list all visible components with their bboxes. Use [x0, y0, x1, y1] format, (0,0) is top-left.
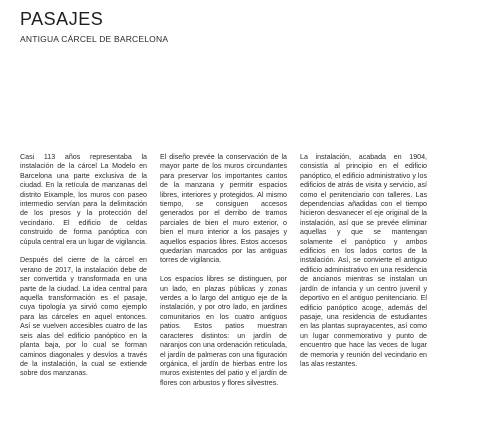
paragraph: La instalación, acabada en 1904, consistía al principio en el edificio panóptico, el edificio administrativo y los edificios de atrás de visita y servicio, así como el penitenciario con talleres. Las dependencias añadidas con el tiempo hicieron desvanecer el eje original de la instalación, así que se prevée eliminar aquellas y que se mantengan solamente el panóptico y ambos edificios en los lados cortos de la instalación. Así, se convierte el antiguo edificio administrativo en una residencia de ancianos mientras se instalan un jardín de infancia y un centro juvenil y deportivo en el antiguo penitenciario. El edificio panóptico acoge, además del pasaje, una residencia de estudiantes en las plantas suprayacentes, así como un lugar conmemorativo y punto de encuentro que hace las veces de lugar de memoria y reunión del vecindario en las alas restantes. — [300, 153, 427, 368]
paragraph: Casi 113 años representaba la instalación de la cárcel La Modelo en Barcelona una parte exclusiva de la ciudad. En la retícula de manzanas del distrito Eixample, los muros con paseo intermedio servían para la delimitación de los presos y la protección del vecindario. El edificio de celdas construido de forma panóptica con cúpula central era un lugar de vigilancia. — [20, 153, 147, 246]
text-column-1 — [20, 153, 147, 388]
text-column-2 — [160, 153, 287, 398]
page-subtitle: ANTIGUA CÁRCEL DE BARCELONA — [20, 34, 169, 44]
paragraph: Después del cierre de la cárcel en verano de 2017, la instalación debe de ser convertida y transformada en una parte de la ciudad. La idea central para aquella transformación es el pasaje, cuya tipología ya sirvió como ejemplo para las cárceles en aquel entonces. Así se vuelven accesibles cuatro de las seis alas del edificio panóptico en la planta baja, por lo cual se forman caminos diagonales y desvíos a través de la instalación, la cual se extiende sobre dos manzanas. — [20, 256, 147, 378]
page-title: PASAJES — [20, 9, 104, 29]
text-column-3 — [300, 153, 427, 379]
paragraph: Los espacios libres se distinguen, por un lado, en plazas públicas y zonas verdes a lo largo del antiguo eje de la instalación, y por otro lado, en jardines comunitarios en los cuatro antiguos patios. Estos patios muestran caracteres distintos: un jardín de naranjos con una ordenación reticulada, el jardín de palmeras con una figuración orgánica, el jardín de hierbas entre los muros existentes del patio y el jardín de flores con arbustos y flores silvestres. — [160, 275, 287, 387]
paragraph: El diseño prevée la conservación de la mayor parte de los muros circundantes para preservar los importantes cantos de la manzana y permitir espacios libres, interiores y protegidos. Al mismo tiempo, se consiguen accesos generados por el derribo de tramos parciales de bien el muro exterior, o bien el muro interior a los pasajes y aquellos espacios libres. Estos accesos quedarían marcados por las antiguas torres de vigilancia. — [160, 153, 287, 265]
